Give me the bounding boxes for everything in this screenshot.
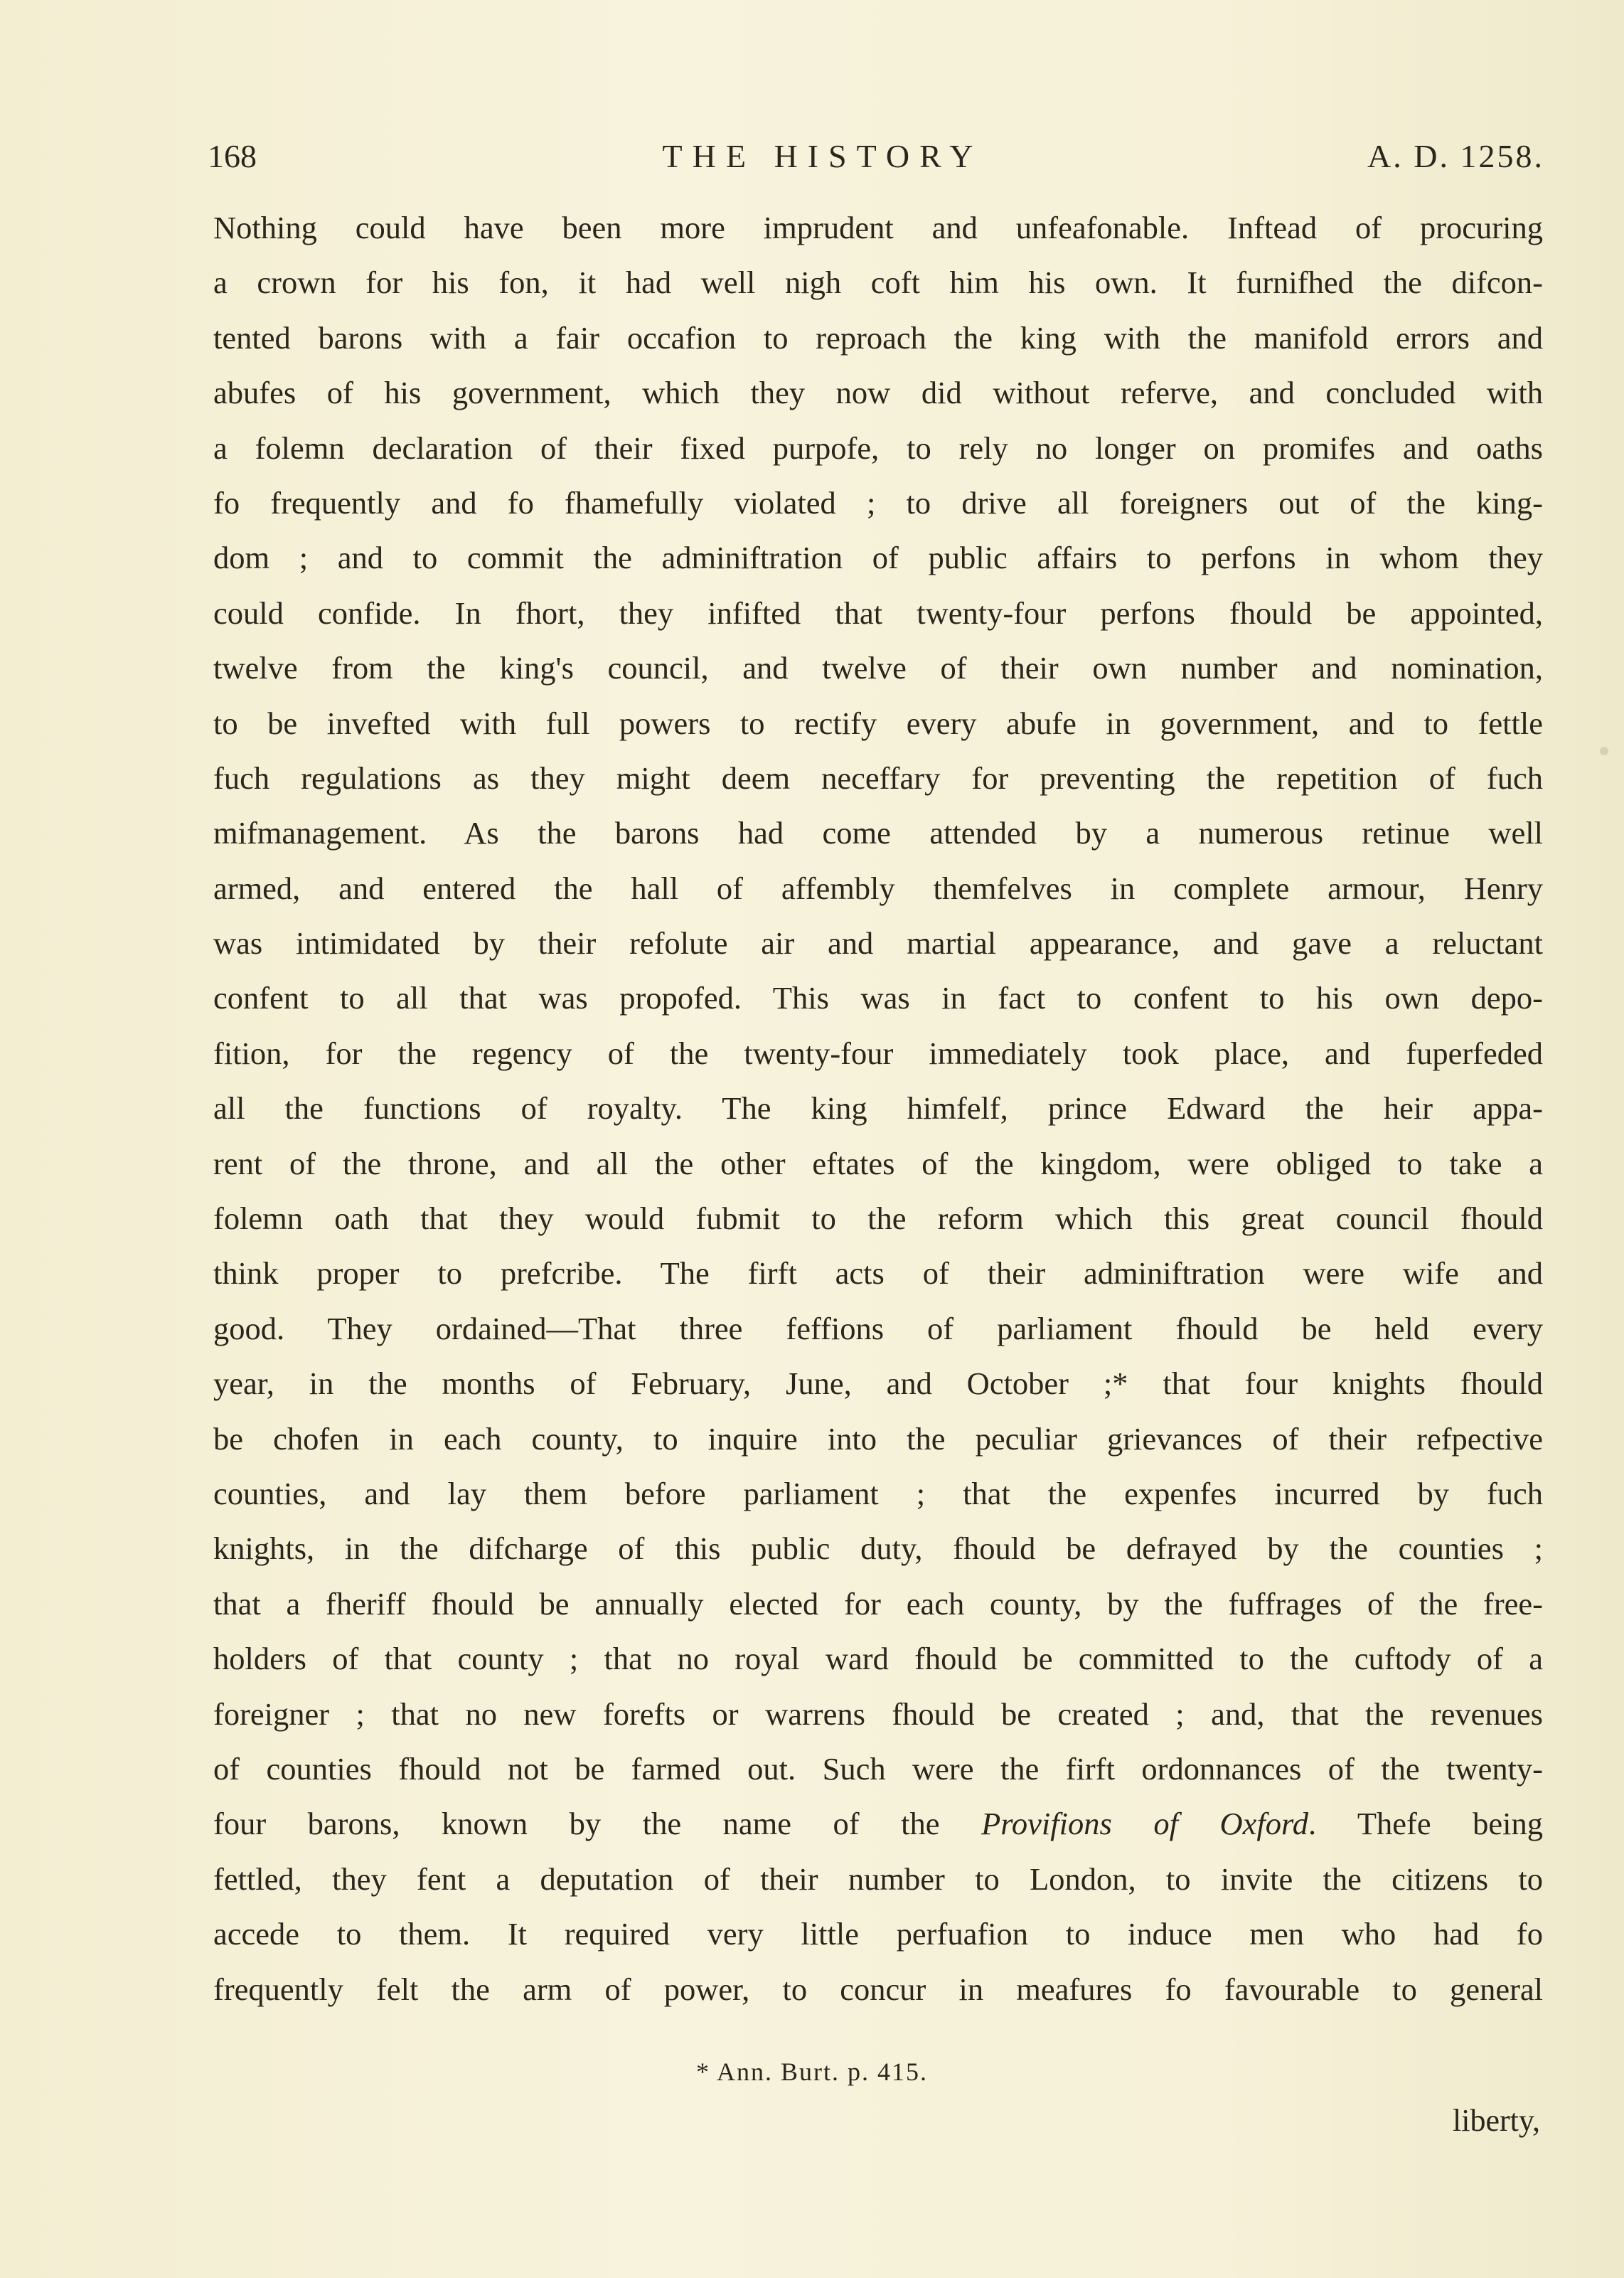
text-line: holders of that county ; that no royal ward fhould be committed to the cuftody of a <box>213 1641 1543 1677</box>
text-line: foreigner ; that no new forefts or warrens fhould be created ; and, that the revenues <box>213 1696 1543 1732</box>
page-header <box>208 134 1544 179</box>
text-line: fition, for the regency of the twenty-four immediately took place, and fuperfeded <box>213 1035 1543 1071</box>
text-line: a folemn declaration of their fixed purpofe, to rely no longer on promifes and oaths <box>213 430 1543 466</box>
text-line: twelve from the king's council, and twelve of their own number and nomination, <box>213 650 1543 686</box>
text-line: that a fheriff fhould be annually elected for each county, by the fuffrages of the free- <box>213 1585 1543 1622</box>
text-line: armed, and entered the hall of affembly themfelves in complete armour, Henry <box>213 870 1543 906</box>
text-line: fo frequently and fo fhamefully violated ; to drive all foreigners out of the king- <box>213 484 1543 521</box>
text-line: good. They ordained—That three feffions of parliament fhould be held every <box>213 1310 1543 1346</box>
text-line: counties, and lay them before parliament ; that the expenfes incurred by fuch <box>213 1475 1543 1511</box>
text-line: tented barons with a fair occafion to reproach the king with the manifold errors and <box>213 319 1543 356</box>
text-line: mifmanagement. As the barons had come attended by a numerous retinue well <box>213 815 1543 851</box>
text-line: four barons, known by the name of the Provifions of Oxford. Thefe being <box>213 1806 1543 1842</box>
text-line: think proper to prefcribe. The firft acts of their adminiftration were wife and <box>213 1255 1543 1292</box>
footnote: * Ann. Burt. p. 415. <box>695 2058 928 2086</box>
text-line: all the functions of royalty. The king himfelf, prince Edward the heir appa- <box>213 1090 1543 1127</box>
text-line: fettled, they fent a deputation of their number to London, to invite the citizens to <box>213 1861 1543 1897</box>
text-line: a crown for his fon, it had well nigh coft him his own. It furnifhed the difcon- <box>213 265 1543 301</box>
text-line: accede to them. It required very little perfuafion to induce men who had fo <box>213 1916 1543 1952</box>
text-line: confent to all that was propofed. This was in fact to confent to his own depo- <box>213 980 1543 1016</box>
text-line: to be invefted with full powers to rectify every abufe in government, and to fettle <box>213 705 1543 741</box>
text-line: abufes of his government, which they now did without referve, and concluded with <box>213 375 1543 411</box>
text-line: could confide. In fhort, they infifted that twenty-four perfons fhould be appointed, <box>213 595 1543 631</box>
text-line: be chofen in each county, to inquire into the peculiar grievances of their refpective <box>213 1420 1543 1457</box>
text-line: year, in the months of February, June, and October ;* that four knights fhould <box>213 1366 1543 1402</box>
italic-title: Provifions of Oxford <box>981 1806 1308 1842</box>
text-line: knights, in the difcharge of this public duty, fhould be defrayed by the counties ; <box>213 1531 1543 1567</box>
paper-mark <box>1600 747 1608 755</box>
text-line: rent of the throne, and all the other eftates of the kingdom, were obliged to take a <box>213 1145 1543 1181</box>
page-number: 168 <box>208 138 257 174</box>
header-date: A. D. 1258. <box>1367 138 1544 174</box>
catchword: liberty, <box>1453 2103 1540 2138</box>
body-text <box>213 201 1543 2017</box>
running-title: THE HISTORY <box>662 138 983 174</box>
text-line: Nothing could have been more imprudent and unfeafonable. Inftead of procuring <box>213 210 1543 245</box>
text-line: frequently felt the arm of power, to concur in meafures fo favourable to general <box>213 1971 1543 2007</box>
text-line: was intimidated by their refolute air and martial appearance, and gave a reluctant <box>213 925 1543 962</box>
text-line: dom ; and to commit the adminiftration of public affairs to perfons in whom they <box>213 540 1543 576</box>
text-line: of counties fhould not be farmed out. Such were the firft ordonnances of the twenty- <box>213 1750 1543 1787</box>
text-line: fuch regulations as they might deem neceffary for preventing the repetition of fuch <box>213 760 1543 796</box>
text-line: folemn oath that they would fubmit to the reform which this great council fhould <box>213 1201 1543 1237</box>
